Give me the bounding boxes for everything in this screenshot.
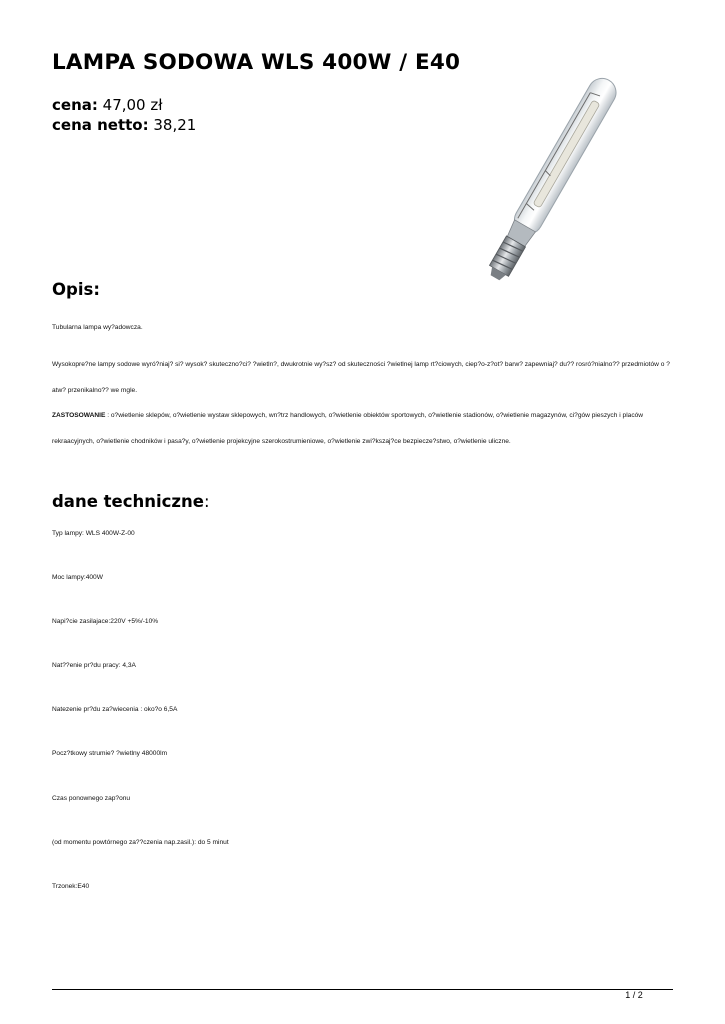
spec-item-operating-current: Nat??enie pr?du pracy: 4,3A — [52, 662, 136, 669]
specs-heading — [52, 492, 210, 511]
net-price-value: 38,21 — [153, 116, 197, 134]
specs-heading-text: dane techniczne — [52, 492, 204, 511]
description-intro: Tubularna lampa wy?adowcza. — [52, 324, 143, 331]
description-heading: Opis: — [52, 280, 100, 299]
net-price-label: cena netto: — [52, 116, 149, 134]
footer-divider — [52, 989, 673, 990]
price-value: 47,00 zł — [102, 96, 163, 114]
spec-item-ignition-current: Natezenie pr?du za?wiecenia : oko?o 6,5A — [52, 706, 178, 713]
sodium-lamp-icon — [398, 64, 673, 309]
spec-item-power: Moc lampy:400W — [52, 574, 103, 581]
usage-label: ZASTOSOWANIE — [52, 412, 106, 419]
page-number: 1 / 2 — [625, 990, 643, 1000]
spec-item-luminous-flux: Pocz?tkowy strumie? ?wietlny 48000lm — [52, 750, 168, 757]
description-details: Wysokopre?ne lampy sodowe wyró?niaj? si? wysok? skuteczno?ci? ?wietln?, dwukrotnie wy?sz? od skuteczności ?wietlnej lamp rt?ciowych, ciep?o-z?ot? barw? zapewniaj? du?? rosró?nialno?? przedmiotów o ?atw? przenikalno?? we mgle. — [52, 361, 670, 394]
product-image — [398, 64, 673, 309]
usage-text: : o?wietlenie sklepów, o?wietlenie wystaw sklepowych, wn?trz handlowych, o?wietlenie obiektów sportowych, o?wietlenie stadionów, o?wietlenie magazynów, ci?gów pieszych i placów rekraacyjnych, o?wietlenie chodników i pasa?y, o?wietlenie projekcyjne szerokostrumieniowe, o?wietlenie zwi?kszaj?ce bezpiecze?stwo, o?wietlenie uliczne. — [52, 412, 644, 445]
specs-heading-colon: : — [203, 492, 210, 511]
spec-item-base: Trzonek:E40 — [52, 883, 90, 890]
net-price-row — [52, 116, 196, 134]
spec-item-voltage: Napi?cie zasilajace:220V +5%/-10% — [52, 618, 159, 625]
price-row — [52, 96, 163, 114]
description-usage — [52, 403, 677, 455]
spec-item-restrike-time: Czas ponownego zap?onu — [52, 795, 131, 802]
spec-item-restrike-note: (od momentu powtórnego za??czenia nap.zasil.): do 5 minut — [52, 839, 229, 846]
price-label: cena: — [52, 96, 98, 114]
spec-item-lamp-type: Typ lampy: WLS 400W-Z-00 — [52, 530, 135, 537]
product-title: LAMPA SODOWA WLS 400W / E40 — [52, 50, 461, 75]
